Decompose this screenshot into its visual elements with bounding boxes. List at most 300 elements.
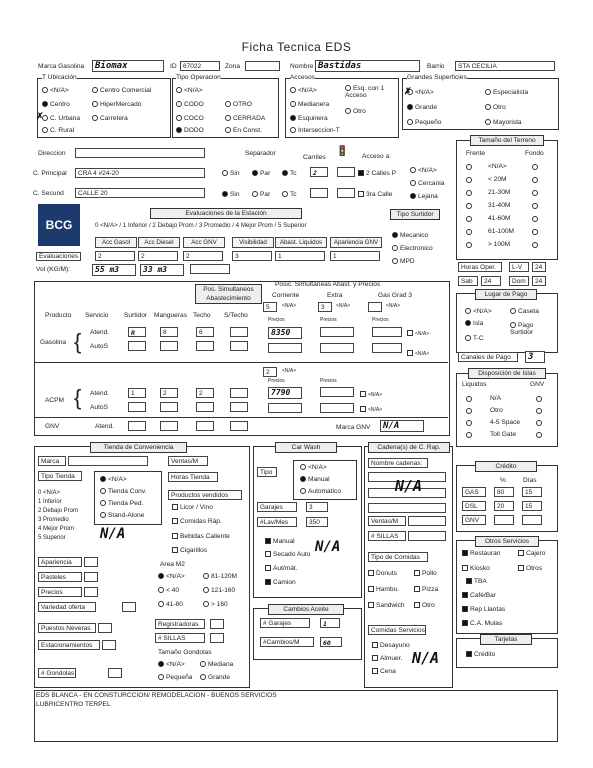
gas-precio-extra2[interactable] [320, 343, 354, 353]
vol-field-1[interactable]: 55 m3 [92, 264, 136, 276]
bcg-logo: BCG [38, 204, 80, 246]
carriles-label: Carriles [303, 154, 326, 161]
radio-gs-esp[interactable] [485, 89, 491, 95]
radio-gond-med[interactable] [200, 661, 206, 667]
radio-area-121[interactable] [203, 587, 209, 593]
radio-mecanico[interactable] [392, 232, 398, 238]
simult-label: Posic. Simultaneas Abast. y Precios [275, 281, 381, 288]
opt-label: Lejana [418, 193, 438, 200]
isla-row-label: N/A [490, 395, 501, 402]
radio-cw-na[interactable] [300, 464, 306, 470]
radio-isla-gnv-3[interactable] [536, 432, 542, 438]
radio-area-na[interactable] [158, 573, 164, 579]
acpm-surtidor[interactable]: 1 [128, 388, 146, 398]
isla-row-label: 4-5 Space [490, 419, 521, 426]
radio-ubic-cc[interactable] [92, 87, 98, 93]
vendidos-label: Productos vendidos [168, 490, 242, 500]
radio-gs-pequeno[interactable] [407, 119, 413, 125]
traffic-light-icon: 🚦 [336, 146, 349, 157]
pos-extra-field[interactable]: 3 [318, 302, 332, 312]
radio-ubic-hiper[interactable] [92, 101, 98, 107]
autos-label: AutoS [90, 343, 108, 350]
apariencia-label: Apariencia [38, 557, 82, 567]
zona-field[interactable] [245, 61, 280, 71]
radio-isla-liq-2[interactable] [466, 420, 472, 426]
radio-s-sin[interactable] [222, 191, 228, 197]
radio-op-na[interactable] [176, 87, 182, 93]
cw-garajes-field[interactable]: 3 [306, 502, 328, 512]
gas-stecho[interactable] [230, 327, 248, 337]
aceite-cambios-field[interactable]: 60 [320, 637, 342, 647]
vol-field-3[interactable] [190, 264, 230, 274]
radio-s-tc[interactable] [282, 191, 288, 197]
radio-frente-1[interactable] [466, 177, 472, 183]
radio-op-dodo[interactable] [176, 127, 182, 133]
opt-label: COCO [184, 115, 204, 122]
corriente-label: Corriente [272, 292, 300, 299]
radio-mpd[interactable] [392, 258, 398, 264]
check-pollo[interactable] [414, 570, 420, 576]
acpm-mangueras[interactable]: 2 [160, 388, 178, 398]
credito-dias-field[interactable]: 15 [522, 487, 542, 497]
eval-value-field[interactable]: 2 [95, 251, 135, 261]
radio-acc-esquinera[interactable] [290, 115, 296, 121]
principal-field[interactable]: CRA 4 #24-20 [75, 168, 205, 178]
apariencia-field[interactable] [84, 557, 98, 567]
opt-label: Sandwich [376, 602, 405, 609]
check-tba[interactable] [466, 578, 472, 584]
radio-acc-intersec[interactable] [290, 127, 296, 133]
opt-label: Cercania [418, 180, 445, 187]
radio-isla-gnv-0[interactable] [536, 396, 542, 402]
tamano-row-label: > 100M [488, 241, 511, 248]
check-cigarillos[interactable] [172, 547, 178, 553]
radio-op-const[interactable] [225, 127, 231, 133]
radio-cw-auto[interactable] [300, 488, 306, 494]
gnv-mangueras[interactable] [160, 421, 178, 431]
radio-acc-medianera[interactable] [290, 101, 296, 107]
opt-label: <N/A> [166, 573, 185, 580]
gnv-surtidor[interactable] [128, 421, 146, 431]
opt-label: Pequeña [166, 674, 193, 681]
registradoras-field[interactable] [210, 619, 224, 629]
estac-field[interactable] [102, 640, 116, 650]
cadena-nombre-3[interactable] [368, 503, 446, 513]
acpm-precio[interactable]: 7790 [268, 387, 302, 399]
acpm-precio2[interactable] [268, 403, 302, 413]
radio-fondo-2[interactable] [532, 190, 538, 196]
radio-pago-na[interactable] [465, 308, 471, 314]
credito-dias-field[interactable] [522, 515, 542, 525]
opt-label: HiperMercado [100, 101, 142, 108]
tam-gondolas-label: Tamaño Gondolas [158, 649, 212, 656]
check-mark-icon: ✗ [36, 111, 44, 121]
radio-tienda-na[interactable] [100, 476, 106, 482]
opt-label: <N/A> [298, 87, 317, 94]
check-otros[interactable] [518, 565, 524, 571]
gas-precio-extra[interactable] [320, 327, 354, 337]
opt-label: Camion [273, 579, 296, 586]
opt-label: Otro [422, 602, 435, 609]
gnv-techo[interactable] [196, 421, 214, 431]
check-cena[interactable] [372, 668, 378, 674]
opt-label: Kiosko [470, 565, 490, 572]
radio-pago-isla[interactable] [465, 320, 471, 326]
aceite-garajes-label: # Garajes [260, 618, 310, 628]
acpm-techo-auto[interactable] [196, 402, 214, 412]
radio-pago-caseta[interactable] [510, 308, 516, 314]
opt-label: Tc [290, 170, 297, 177]
aceite-group [253, 608, 362, 660]
isla-row-label: Otro [490, 407, 503, 414]
handwritten-na: N/A [395, 477, 423, 495]
cw-garajes-label: Garajes [257, 502, 297, 512]
nombre-label: Nombre [290, 63, 314, 70]
eval-value-field[interactable]: 1 [275, 251, 325, 261]
radio-op-otro[interactable] [225, 101, 231, 107]
opt-label: DODO [184, 127, 204, 134]
check-acpm-na[interactable] [360, 391, 366, 397]
precios-tienda-label: Precios [38, 587, 82, 597]
brace-icon: { [74, 385, 82, 410]
tienda-scale-label: 3 Promedio [38, 517, 69, 523]
nombre-field[interactable]: Bastidas [315, 60, 420, 72]
check-kiosko[interactable] [462, 565, 468, 571]
opt-label: Secado Auto [273, 551, 311, 558]
opt-label: Aut/mát. [273, 565, 298, 572]
cw-lav-field[interactable]: 350 [306, 517, 328, 527]
pos-grad-field[interactable] [368, 302, 382, 312]
na-label: <N/A> [336, 303, 351, 309]
tamano-row-label: <N/A> [488, 163, 507, 170]
tarjetas-title: Tarjetas [480, 634, 532, 645]
check-pizza[interactable] [414, 586, 420, 592]
radio-frente-2[interactable] [466, 190, 472, 196]
radio-p-tc[interactable] [282, 170, 288, 176]
tienda-marca-field[interactable] [68, 456, 148, 466]
check-gas-na2[interactable] [407, 350, 413, 356]
radio-frente-5[interactable] [466, 229, 472, 235]
eval-col-header: Acc Gasol [95, 237, 137, 248]
check-cw-camion[interactable] [265, 579, 271, 585]
cadena-ventas-field[interactable] [408, 516, 446, 526]
check-cafe[interactable] [462, 592, 468, 598]
eval-value-field[interactable]: 1 [330, 251, 380, 261]
radio-isla-liq-3[interactable] [466, 432, 472, 438]
opt-label: Desayuno [380, 642, 410, 649]
radio-frente-3[interactable] [466, 203, 472, 209]
gas-techo-auto[interactable] [196, 341, 214, 351]
registradoras-label: Registradoras [155, 619, 205, 629]
pos-corr-field[interactable]: 5 [263, 302, 277, 312]
acpm-precio-extra2[interactable] [320, 403, 354, 413]
sab-label: Sab [458, 276, 478, 286]
check-almuerzo[interactable] [372, 655, 378, 661]
puestos-field[interactable] [98, 623, 112, 633]
gas-precio-corr[interactable]: 8350 [268, 327, 302, 339]
opt-label: Sin [230, 191, 240, 198]
servicios-title: Comidas Servicios [368, 625, 426, 635]
opt-label: Pollo [422, 570, 437, 577]
check-mulas[interactable] [462, 620, 468, 626]
brace-icon: { [74, 329, 82, 354]
gas-precio-corr2[interactable] [268, 343, 302, 353]
radio-area-160[interactable] [203, 601, 209, 607]
ventas-label: Ventas/M [168, 456, 208, 466]
cw-tipo-label: Tipo [257, 467, 277, 477]
check-restauran[interactable] [462, 550, 468, 556]
check-cw-secado[interactable] [265, 551, 271, 557]
opt-label: C. Rural [50, 127, 75, 134]
handwritten-na: N/A [100, 526, 126, 542]
gnv-stecho[interactable] [230, 421, 248, 431]
check-rep-llantas[interactable] [462, 606, 468, 612]
check-donuts[interactable] [368, 570, 374, 576]
radio-ubic-carretera[interactable] [92, 115, 98, 121]
radio-s-par[interactable] [252, 191, 258, 197]
barrio-field[interactable]: STA CECILIA [455, 61, 555, 71]
radio-frente-4[interactable] [466, 216, 472, 222]
radio-fondo-6[interactable] [532, 242, 538, 248]
radio-fondo-3[interactable] [532, 203, 538, 209]
estac-label: Estacionamientos [38, 640, 100, 650]
credito-pct-field[interactable]: 20 [494, 501, 514, 511]
radio-isla-gnv-2[interactable] [536, 420, 542, 426]
gas-precio-grad2[interactable] [372, 343, 402, 353]
aceite-title: Cambios Aceite [268, 604, 344, 615]
opt-label: Centro Comercial [100, 87, 152, 94]
check-acpm-na2[interactable] [360, 406, 366, 412]
separador-label: Separador [245, 150, 276, 157]
acceso-label: Acceso a: [362, 153, 391, 160]
radio-frente-0[interactable] [466, 164, 472, 170]
acpm-mang-auto[interactable] [160, 402, 178, 412]
opt-label: Esquinera [298, 115, 328, 122]
acpm-precio-extra[interactable] [320, 387, 354, 397]
check-cw-aut[interactable] [265, 565, 271, 571]
radio-tienda-conv[interactable] [100, 488, 106, 494]
radio-ubic-centro[interactable] [42, 101, 48, 107]
gas-mang-auto[interactable] [160, 341, 178, 351]
radio-frente-6[interactable] [466, 242, 472, 248]
eval-col-header: Apariencia GNV [330, 237, 382, 248]
radio-fondo-1[interactable] [532, 177, 538, 183]
radio-pago-tc[interactable] [465, 335, 471, 341]
precios-field[interactable] [84, 587, 98, 597]
radio-gs-mayor[interactable] [485, 119, 491, 125]
opt-label: Licor / Vino [180, 504, 213, 511]
direccion-field[interactable] [75, 148, 205, 158]
opt-label: <N/A> [308, 464, 327, 471]
credito-row-label: DSL [462, 501, 486, 511]
radio-p-par[interactable] [252, 170, 258, 176]
radio-area-81[interactable] [203, 573, 209, 579]
radio-gond-peq[interactable] [158, 674, 164, 680]
radio-isla-liq-0[interactable] [466, 396, 472, 402]
gas-stecho-auto[interactable] [230, 341, 248, 351]
tienda-tipo-label: Tipo Tienda [38, 471, 82, 481]
pct-label: % [500, 477, 506, 484]
acpm-stecho-auto[interactable] [230, 402, 248, 412]
check-gas-na[interactable] [407, 330, 413, 336]
radio-area-41[interactable] [158, 601, 164, 607]
opt-label: Mayorista [493, 119, 522, 126]
radio-electronico[interactable] [392, 245, 398, 251]
canales-field[interactable]: 3 [525, 351, 545, 363]
radio-gs-otro[interactable] [485, 104, 491, 110]
dom-field[interactable]: 24 [532, 276, 546, 286]
check-3ra[interactable] [358, 191, 364, 197]
eval-value-field[interactable]: 2 [138, 251, 178, 261]
radio-op-codo[interactable] [176, 101, 182, 107]
horas-oper-days[interactable]: L-V [509, 262, 529, 272]
cadena-ventas-label: Ventas/M [368, 516, 406, 526]
principal-label: C. Principal [33, 170, 67, 177]
opt-label: En Const. [233, 127, 262, 134]
radio-cw-manual[interactable] [300, 476, 306, 482]
gas-surtidor-auto[interactable] [128, 341, 146, 351]
credito-dias-field[interactable]: 15 [522, 501, 542, 511]
gas-surtidor[interactable]: R [128, 327, 146, 337]
carriles-s2-field[interactable] [337, 188, 355, 198]
radio-cercania[interactable] [410, 180, 416, 186]
acpm-techo[interactable]: 2 [196, 388, 214, 398]
radio-fondo-0[interactable] [532, 164, 538, 170]
check-hambu[interactable] [368, 586, 374, 592]
radio-acc-na[interactable] [290, 87, 296, 93]
radio-tienda-ped[interactable] [100, 500, 106, 506]
acpm-stecho[interactable] [230, 388, 248, 398]
eval-value-field[interactable]: 3 [232, 251, 272, 261]
opt-label: Isla [473, 320, 484, 327]
secund-label: C. Secund [33, 190, 64, 197]
opt-label: Interseccion-T [298, 127, 340, 134]
eval-scale: 0 <N/A> / 1 Inferior / 2 Debajo Prom / 3 Promedio / 4 Mejor Prom / 5 Superior [95, 222, 307, 229]
check-credito[interactable] [466, 651, 472, 657]
radio-gond-na[interactable] [158, 661, 164, 667]
check-sandwich[interactable] [368, 602, 374, 608]
isla-row-label: Toll Gate [490, 431, 517, 438]
sab-field[interactable]: 24 [481, 276, 501, 286]
credito-pct-field[interactable] [494, 515, 514, 525]
radio-fondo-4[interactable] [532, 216, 538, 222]
check-cw-manual[interactable] [265, 538, 271, 544]
precios-label: Precios [320, 378, 337, 384]
marca-field[interactable]: Biomax [92, 60, 164, 72]
gas-mangueras[interactable]: 8 [160, 327, 178, 337]
vol-field-2[interactable]: 33 m3 [140, 264, 184, 276]
radio-ubic-na[interactable] [42, 87, 48, 93]
pasteles-field[interactable] [84, 572, 98, 582]
comidas-title: Tipo de Comidas [368, 552, 428, 562]
radio-lejana[interactable] [410, 193, 416, 199]
sillas-field[interactable] [210, 633, 224, 643]
atend-label: Atend. [95, 423, 115, 430]
carriles-s-field[interactable] [310, 188, 328, 198]
acpm-pos-field[interactable]: 2 [263, 367, 277, 377]
credito-pct-field[interactable]: 80 [494, 487, 514, 497]
radio-gs-grande[interactable] [407, 104, 413, 110]
radio-acc-na2[interactable] [410, 167, 416, 173]
gondolas-field[interactable] [108, 668, 122, 678]
carriles-p2-field[interactable] [337, 167, 355, 177]
cadena-sillas-field[interactable] [408, 531, 446, 541]
area-label: Area M2 [160, 561, 185, 568]
divider [34, 362, 448, 363]
check-desayuno[interactable] [372, 642, 378, 648]
fondo-label: Fondo [525, 150, 544, 157]
islas-title: Disposición de Islas [468, 368, 546, 379]
gondolas-label: # Gondolas [38, 668, 76, 678]
check-licor[interactable] [172, 504, 178, 510]
credito-row-label: GNV [462, 515, 486, 525]
eval-row-label: Evaluaciones [36, 252, 81, 261]
check-otro[interactable] [414, 602, 420, 608]
radio-op-coco[interactable] [176, 115, 182, 121]
variedad-field[interactable] [122, 602, 136, 612]
marca-gnv-field[interactable]: N/A [380, 420, 424, 432]
opt-label: <N/A> [415, 89, 434, 96]
radio-isla-gnv-1[interactable] [536, 408, 542, 414]
radio-gond-grande[interactable] [200, 674, 206, 680]
tienda-scale-label: 1 Inferior [38, 499, 62, 505]
secund-field[interactable]: CALLE 20 [75, 188, 205, 198]
carriles-p-field[interactable]: 2 [310, 167, 328, 177]
acpm-surt-auto[interactable] [128, 402, 146, 412]
radio-fondo-5[interactable] [532, 229, 538, 235]
opt-label: Electronico [400, 245, 433, 252]
radio-isla-liq-1[interactable] [466, 408, 472, 414]
eval-value-field[interactable]: 2 [183, 251, 223, 261]
tamano-row-label: < 20M [488, 176, 507, 183]
radio-acc-otro[interactable] [345, 108, 351, 114]
product-col-header: Producto [45, 312, 72, 319]
radio-ubic-rural[interactable] [42, 127, 48, 133]
opt-label: Pequeño [415, 119, 442, 126]
puestos-label: Puestos Neveras [38, 623, 96, 633]
accesos-title: Accesos [290, 74, 315, 81]
horas-oper-hrs[interactable]: 24 [532, 262, 546, 272]
precios-label: Precios [372, 317, 389, 323]
check-bebidas[interactable] [172, 533, 178, 539]
handwritten-na: N/A [315, 539, 341, 555]
radio-acc-esq1[interactable] [345, 85, 351, 91]
radio-op-cerrada[interactable] [225, 115, 231, 121]
opt-label: <N/A> [184, 87, 203, 94]
atend-label: Atend. [90, 390, 110, 397]
opt-label: 81-120M [211, 573, 238, 580]
precios-label: Precios [268, 317, 285, 323]
gas-precio-grad[interactable] [372, 327, 402, 337]
opt-label: Grande [208, 674, 230, 681]
opt-label: Hambu. [376, 586, 400, 593]
cadena-nombre-label: Nombre cadenas: [368, 458, 428, 468]
id-field[interactable]: 67022 [180, 61, 220, 71]
check-2calles[interactable] [358, 170, 364, 176]
gas-techo[interactable]: 6 [196, 327, 214, 337]
opt-label: T-C [473, 335, 484, 342]
aceite-garajes-field[interactable]: 1 [320, 618, 340, 628]
radio-p-sin[interactable] [222, 170, 228, 176]
radio-tienda-stand[interactable] [100, 512, 106, 518]
id-label: ID [170, 63, 177, 70]
radio-area-40[interactable] [158, 587, 164, 593]
operacion-title: Tipo Operacion [176, 74, 221, 81]
check-cajero[interactable] [518, 550, 524, 556]
check-comidas[interactable] [172, 518, 178, 524]
radio-pago-surtidor[interactable] [510, 322, 516, 328]
variedad-label: Variedad oferta [38, 602, 96, 612]
